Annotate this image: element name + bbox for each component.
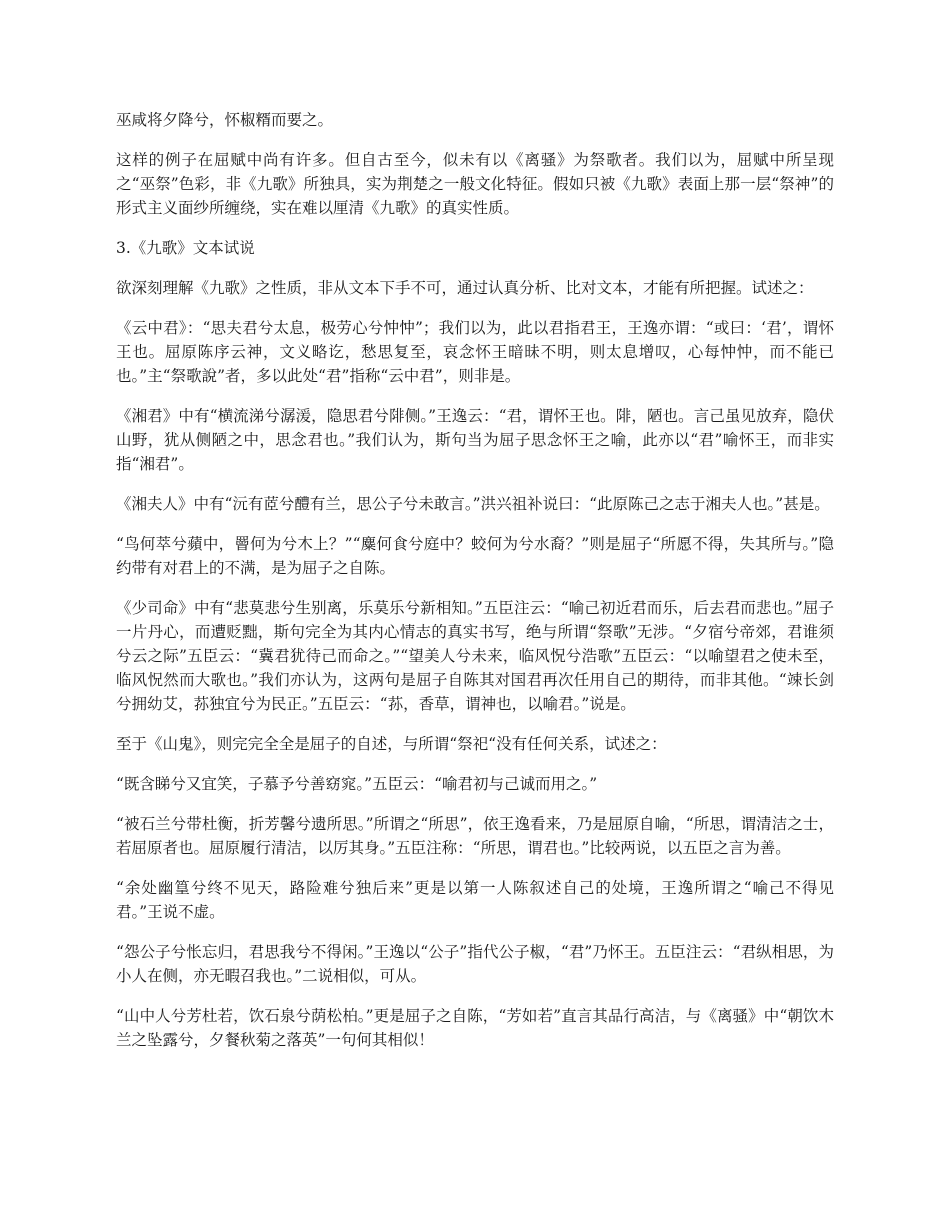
paragraph-incantation-line: 巫咸将夕降兮，怀椒糈而要之。 [116,111,334,129]
paragraph-shangui-2: “被石兰兮带杜衡，折芳馨兮遗所思。”所谓之“所思”，依王逸看来，乃是屈原自喻，“所思，谓清洁之士，若屈原者也。屈原履行清洁，以厉其身。”五臣注称：“所思，谓君也。”比较两说，以五臣之言为善。 [116,815,834,857]
paragraph-shangui-intro: 至于《山鬼》，则完完全全是屈子的自述，与所谓“祭祀“没有任何关系，试述之： [116,735,667,753]
paragraph-shaosiming: 《少司命》中有“悲莫悲兮生别离，乐莫乐兮新相知。”五臣注云：“喻己初近君而乐，后去君而悲也。”屈子一片丹心，而遭贬黜，斯句完全为其内心情志的真实书写，绝与所谓“祭歌”无涉。“夕宿兮帝郊，君谁须兮云之际”五臣云：“冀君犹待己而命之。”“望美人兮未来，临风怳兮浩歌”五臣云：“以喻望君之使未至，临风怳然而大歌也。”我们亦认为，这两句是屈子自陈其对国君再次任用自己的期待，而非其他。“竦长剑兮拥幼艾，荪独宜兮为民正。”五臣云：“荪，香草，谓神也，以喻君。”说是。 [116,599,834,713]
section-heading: 3.《九歌》文本试说 [116,239,255,257]
paragraph-wuji-culture: 这样的例子在屈赋中尚有许多。但自古至今，似未有以《离骚》为祭歌者。我们以为，屈赋中所呈现之“巫祭”色彩，非《九歌》所独具，实为荆楚之一般文化特征。假如只被《九歌》表面上那一层“祭神”的形式主义面纱所缠绕，实在难以厘清《九歌》的真实性质。 [116,151,834,217]
paragraph-yunzhongjun: 《云中君》：“思夫君兮太息，极劳心兮忡忡”；我们以为，此以君指君王，王逸亦谓：“或曰：‘君’，谓怀王也。屈原陈序云神，文义略讫，愁思复至，哀念怀王暗昧不明，则太息增叹，心每忡忡，而不能已也。”主“祭歌說”者，多以此处“君”指称“云中君”，则非是。 [116,319,834,385]
paragraph-xiangfuren: 《湘夫人》中有“沅有茝兮醴有兰，思公子兮未敢言。”洪兴祖补说曰：“此原陈己之志于湘夫人也。”甚是。 [116,495,830,513]
paragraph-intro: 欲深刻理解《九歌》之性质，非从文本下手不可，通过认真分析、比对文本，才能有所把握。试述之： [116,279,814,297]
paragraph-shangui-1: “既含睇兮又宜笑，子慕予兮善窈窕。”五臣云：“喻君初与己诚而用之。” [116,775,598,793]
paragraph-xiangjun: 《湘君》中有“横流涕兮潺湲，隐思君兮陫侧。”王逸云：“君，谓怀王也。陫，陋也。言己虽见放弃，隐伏山野，犹从侧陋之中，思念君也。”我们认为，斯句当为屈子思念怀王之喻，此亦以“君”喻怀王，而非实指“湘君”。 [116,407,834,473]
paragraph-shangui-3: “余处幽篁兮终不见天，路险难兮独后来”更是以第一人陈叙述自己的处境，王逸所谓之“喻己不得见君。”王说不虚。 [116,879,834,921]
paragraph-shangui-4: “怨公子兮怅忘归，君思我兮不得闲。”王逸以“公子”指代公子椒，“君”乃怀王。五臣注云：“君纵相思，为小人在侧，亦无暇召我也。”二说相似，可从。 [116,943,834,985]
paragraph-bird-question: “鸟何萃兮蘋中，罾何为兮木上？”“麋何食兮庭中？蛟何为兮水裔？”则是屈子“所愿不得，失其所与。”隐约带有对君上的不满，是为屈子之自陈。 [116,535,834,577]
paragraph-shangui-5: “山中人兮芳杜若，饮石泉兮荫松柏。”更是屈子之自陈，“芳如若”直言其品行高洁，与《离骚》中“朝饮木兰之坠露兮，夕餐秋菊之落英”一句何其相似！ [116,1007,834,1049]
